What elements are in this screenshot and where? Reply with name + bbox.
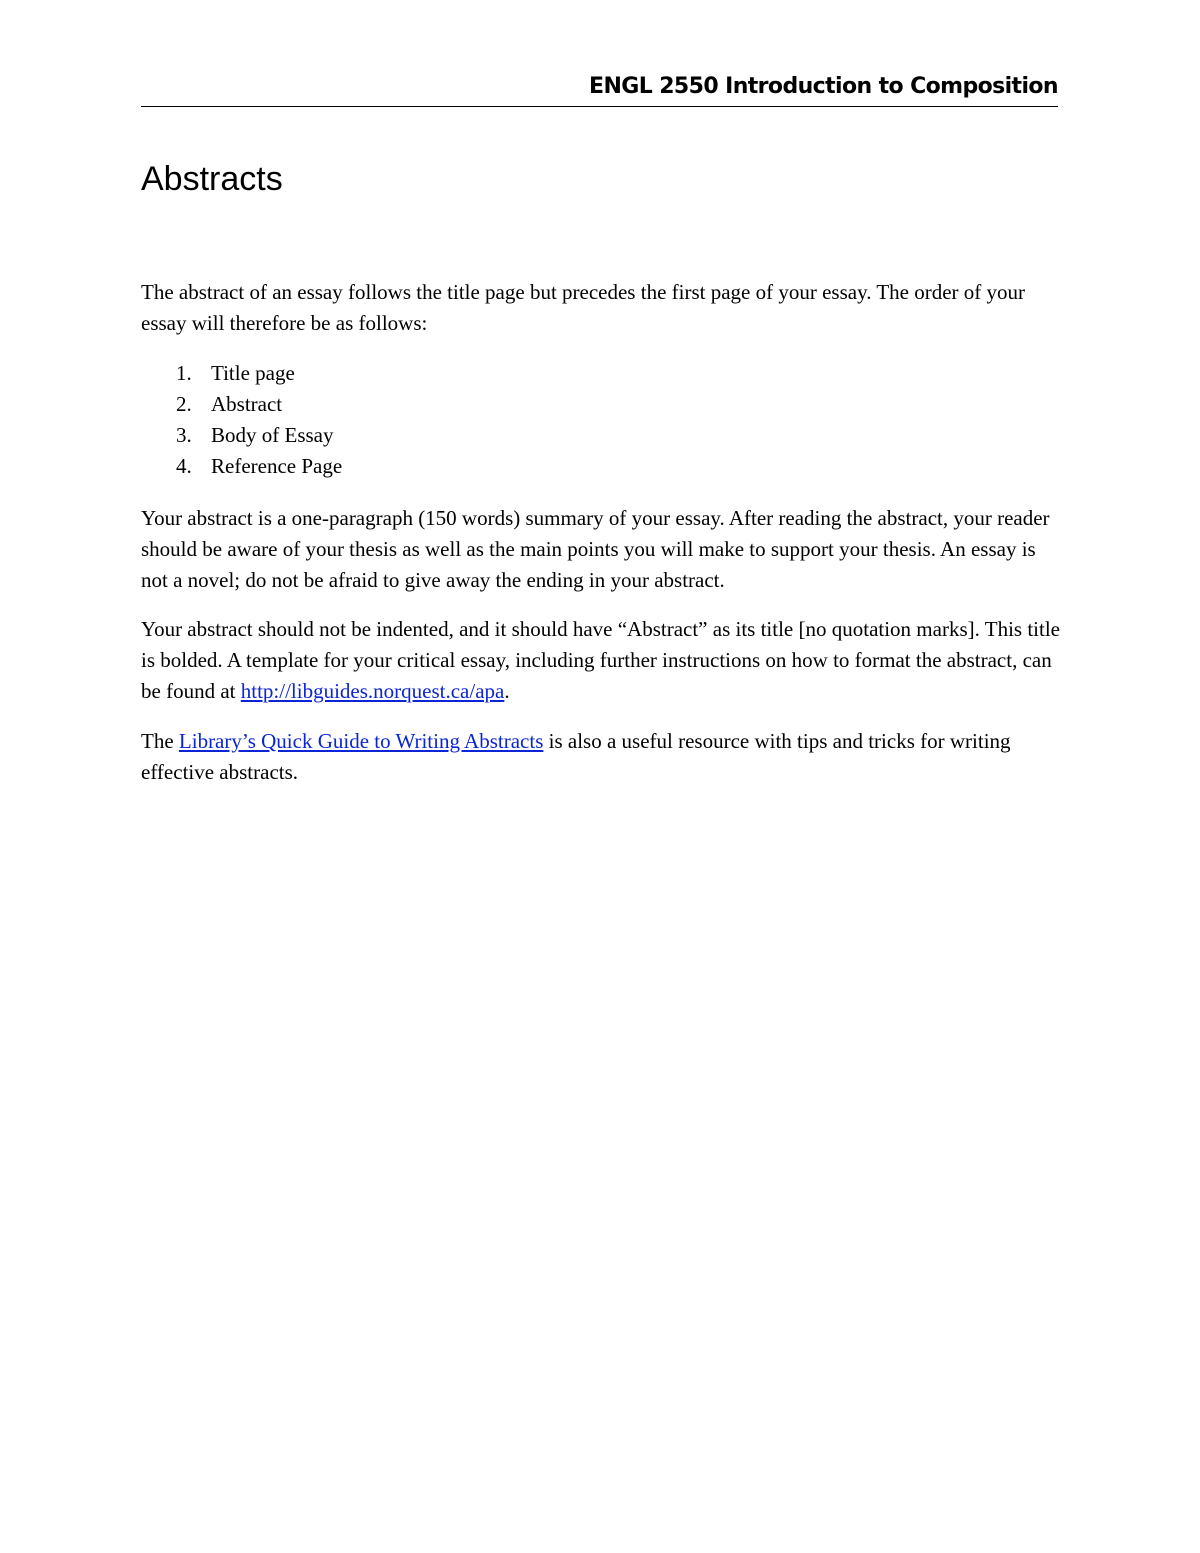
- list-item-number: 3.: [176, 423, 192, 447]
- list-item: [141, 389, 342, 420]
- quick-guide-link[interactable]: Library’s Quick Guide to Writing Abstracts: [178, 729, 544, 753]
- resource-paragraph: [141, 726, 1061, 788]
- format-paragraph: [141, 614, 1061, 707]
- page-header: [141, 72, 1058, 107]
- list-item-label: Title page: [211, 361, 295, 385]
- list-item-label: Abstract: [211, 392, 283, 416]
- apa-guide-link[interactable]: http://libguides.norquest.ca/apa: [240, 679, 505, 703]
- list-item: [141, 420, 342, 451]
- course-title: ENGL 2550 Introduction to Composition: [589, 74, 1058, 99]
- essay-order-list: [141, 358, 342, 482]
- format-paragraph-text: Your abstract should not be indented, and it should have “Abstract” as its title [no quotation marks]. This title is bolded. A template for your critical essay, including further instructions on how to format the abstract, can be found at: [141, 617, 1060, 703]
- list-item: [141, 358, 342, 389]
- list-item-number: 1.: [176, 361, 192, 385]
- page-title: Abstracts: [141, 160, 283, 198]
- list-item-number: 2.: [176, 392, 192, 416]
- resource-paragraph-text: is also a useful resource with tips and tricks for writing effective abstracts.: [141, 729, 1011, 784]
- format-paragraph-end: .: [504, 679, 510, 703]
- list-item: [141, 451, 342, 482]
- list-item-label: Reference Page: [211, 454, 343, 478]
- list-item-number: 4.: [176, 454, 192, 478]
- list-item-label: Body of Essay: [211, 423, 334, 447]
- summary-paragraph: Your abstract is a one-paragraph (150 words) summary of your essay. After reading the abstract, your reader should be aware of your thesis as well as the main points you will make to support your thesis. An essay is not a novel; do not be afraid to give away the ending in your abstract.: [141, 506, 1050, 592]
- resource-paragraph-start: The: [141, 729, 179, 753]
- intro-paragraph: The abstract of an essay follows the title page but precedes the first page of your essay. The order of your essay will therefore be as follows:: [141, 280, 1026, 335]
